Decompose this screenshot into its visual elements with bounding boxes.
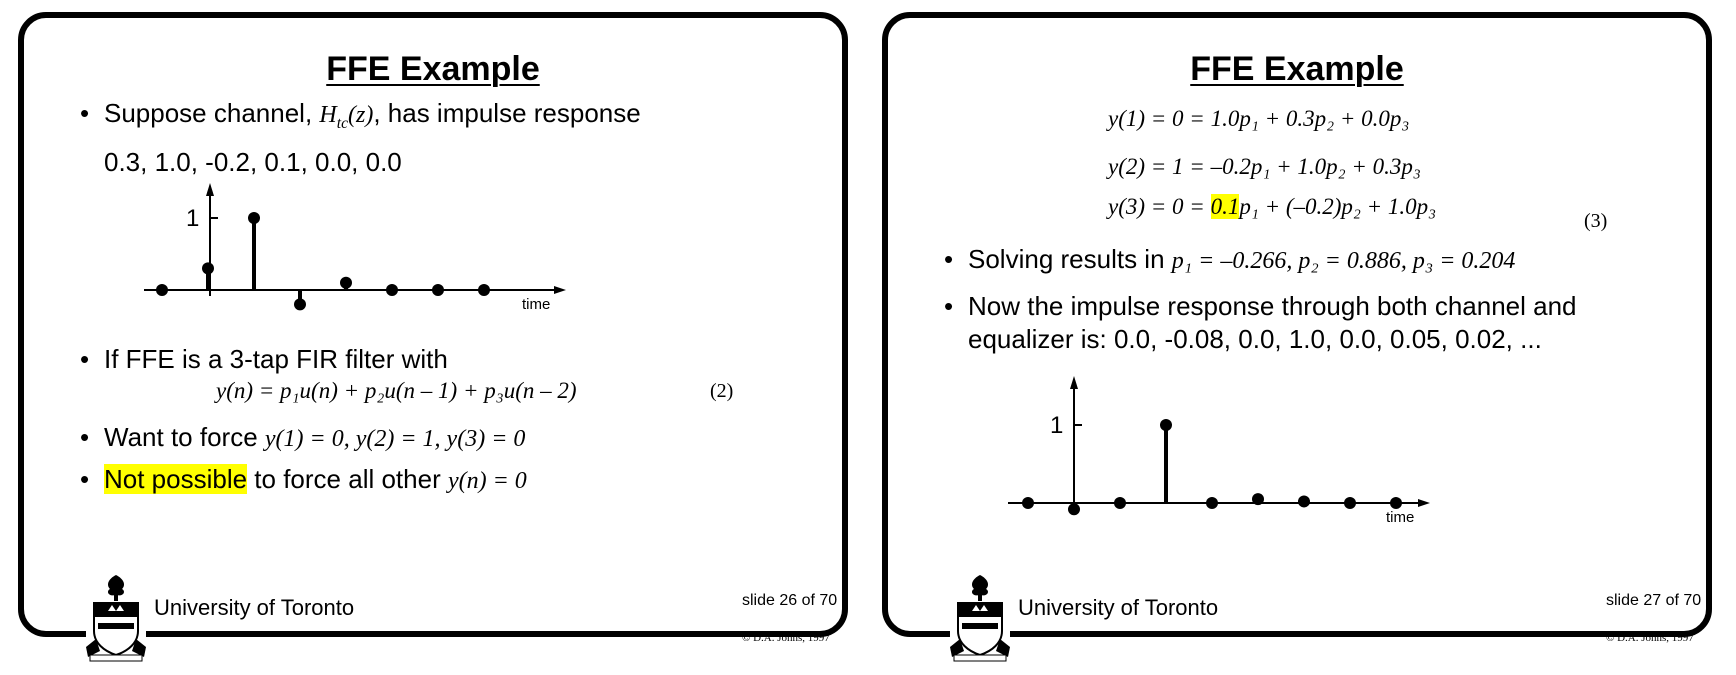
bullet-impulse-response	[944, 290, 1577, 356]
bullet-dot: •	[80, 464, 90, 494]
slide-26	[18, 12, 848, 637]
bullet-line-2: equalizer is: 0.0, -0.08, 0.0, 1.0, 0.0, 0.05, 0.02, ...	[968, 324, 1542, 354]
bullet-math: y(n) = 0	[447, 468, 527, 494]
bullet-text: to force all other	[247, 464, 441, 494]
impulse-values: 0.3, 1.0, -0.2, 0.1, 0.0, 0.0	[104, 146, 402, 177]
y-tick-label: 1	[186, 205, 200, 232]
highlighted-coefficient: 0.1	[1210, 194, 1240, 219]
equation-fir: y(n) = p₁u(n) + p₂u(n – 1) + p₃u(n – 2)	[216, 378, 577, 403]
x-axis-arrow	[554, 286, 566, 294]
bullet-not-possible	[80, 460, 527, 500]
y-tick-label: 1	[1050, 412, 1064, 439]
sample-point	[1160, 419, 1172, 431]
x-axis-arrow	[1418, 499, 1430, 507]
sample-point	[1022, 497, 1034, 509]
sample-point	[432, 284, 444, 296]
equation-number: (3)	[1584, 210, 1608, 232]
impulse-response-plot	[988, 363, 1508, 533]
sample-point	[294, 298, 306, 310]
sample-point	[1206, 497, 1218, 509]
sample-point	[1390, 497, 1402, 509]
sample-point	[1068, 503, 1080, 515]
sample-point	[1252, 493, 1264, 505]
footer-copyright: © D.A. Johns, 1997	[1606, 632, 1694, 644]
y-axis-arrow	[206, 183, 214, 196]
bullet-text-suffix: , has impulse response	[373, 98, 641, 128]
sample-point	[248, 212, 260, 224]
sample-point	[1344, 497, 1356, 509]
bullet-math: y(1) = 0, y(2) = 1, y(3) = 0	[264, 426, 526, 452]
stems	[156, 212, 490, 310]
bullet-dot: •	[80, 422, 90, 452]
bullet-dot: •	[944, 244, 954, 274]
impulse-response-plot	[124, 168, 644, 318]
channel-symbol: $H_{tc}(z)$	[319, 102, 374, 132]
sample-point	[340, 277, 352, 289]
bullet-ffe	[80, 340, 448, 378]
y-axis-arrow	[1070, 376, 1078, 389]
equation-number: (2)	[710, 380, 734, 402]
bullet-dot: •	[80, 98, 90, 128]
bullet-solving	[944, 240, 1516, 280]
footer-slide-number: slide 27 of 70	[1606, 592, 1702, 609]
sample-point	[202, 262, 214, 274]
bullet-text: If FFE is a 3-tap FIR filter with	[104, 344, 448, 374]
footer-copyright: © D.A. Johns, 1997	[742, 632, 830, 644]
bullet-math: p₁ = –0.266, p₂ = 0.886, p₃ = 0.204	[1171, 248, 1516, 274]
slide-title: FFE Example	[1190, 50, 1404, 88]
bullet-force	[80, 418, 526, 458]
bullet-text: Want to force	[104, 422, 258, 452]
stems	[1022, 419, 1402, 515]
sample-point	[1114, 497, 1126, 509]
sample-point	[156, 284, 168, 296]
x-axis-label: time	[522, 296, 551, 313]
bullet-line-1: Now the impulse response through both channel and	[968, 291, 1577, 321]
equation-y2: y(2) = 1 = –0.2p₁ + 1.0p₂ + 0.3p₃	[1108, 154, 1421, 179]
university-crest-icon	[86, 573, 146, 663]
footer-slide-number: slide 26 of 70	[742, 592, 838, 609]
equation-y1: y(1) = 0 = 1.0p₁ + 0.3p₂ + 0.0p₃	[1108, 106, 1410, 131]
university-crest-icon	[950, 573, 1010, 663]
sample-point	[1298, 495, 1310, 507]
footer-university: University of Toronto	[150, 595, 358, 621]
slide-title: FFE Example	[326, 50, 540, 88]
sample-point	[478, 284, 490, 296]
highlighted-text: Not possible	[104, 464, 248, 494]
equation-y3: y(3) = 0 = 0.1p₁ + (–0.2)p₂ + 1.0p₃	[1108, 194, 1437, 219]
x-axis-label: time	[1386, 509, 1415, 526]
slide-27	[882, 12, 1712, 637]
bullet-dot: •	[944, 291, 954, 321]
bullet-text: Suppose channel,	[104, 98, 313, 128]
bullet-text: Solving results in	[968, 244, 1165, 274]
footer-university: University of Toronto	[1014, 595, 1222, 621]
bullet-dot: •	[80, 344, 90, 374]
sample-point	[386, 284, 398, 296]
